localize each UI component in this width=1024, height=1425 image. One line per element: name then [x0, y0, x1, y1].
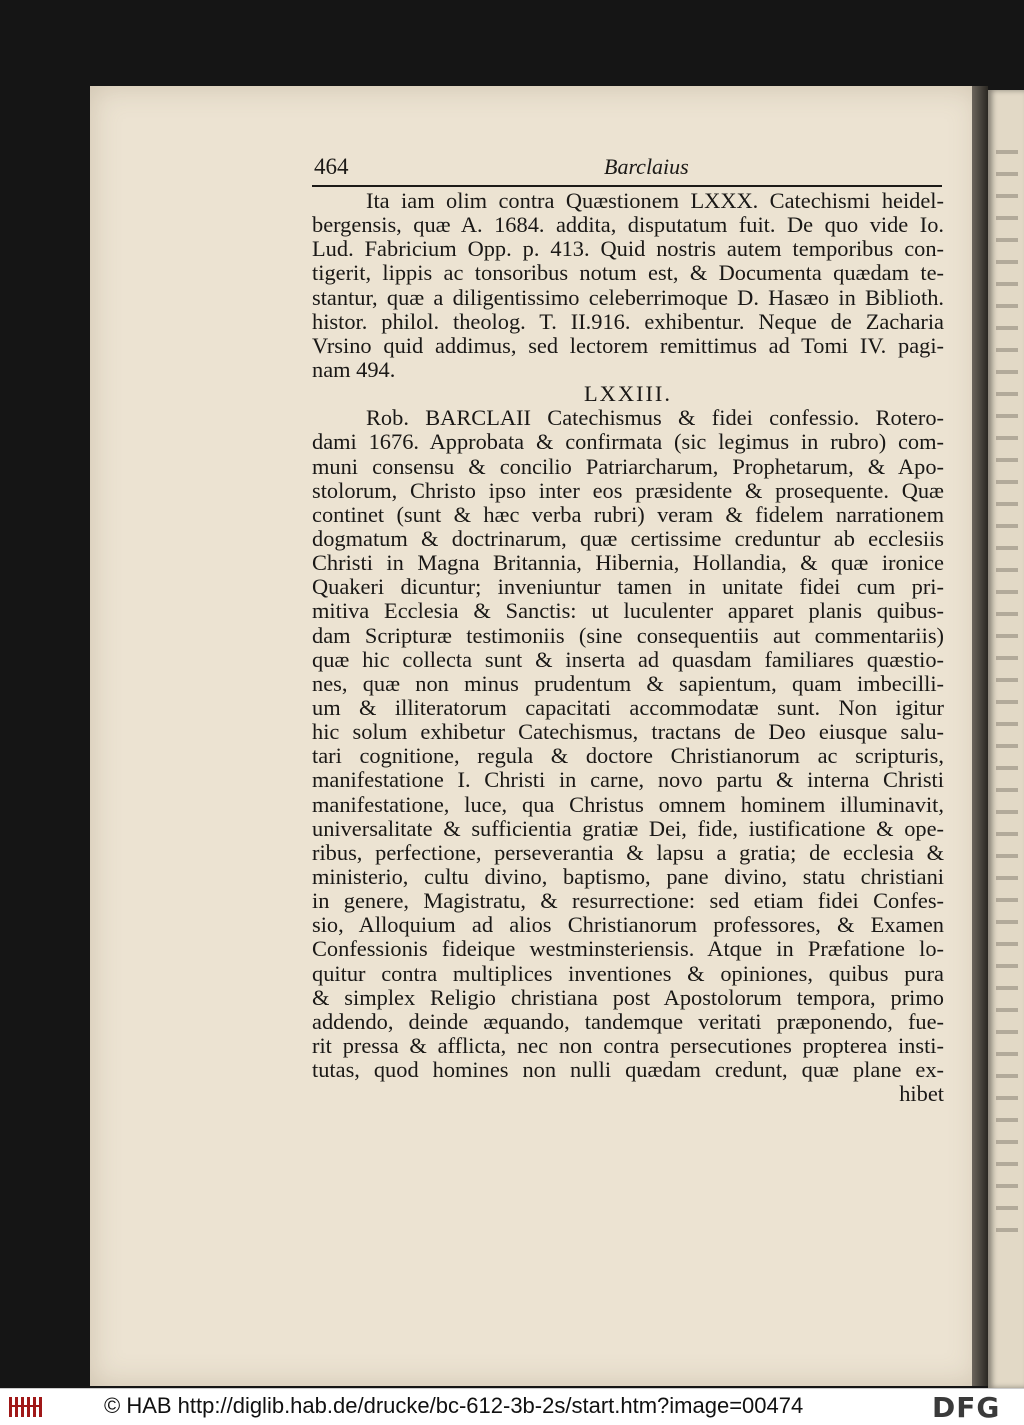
text-line: mitiva Ecclesia & Sanctis: ut luculenter apparet planis quibus-: [312, 598, 944, 624]
text-line: dogmatum & doctrinarum, quæ certissime creduntur ab ecclesiis: [312, 525, 944, 551]
text-line: manifestatione I. Christi in carne, novo partu & interna Christi: [312, 767, 944, 793]
text-line: Quakeri dicuntur; inveniuntur tamen in unitate fidei cum pri-: [312, 574, 944, 600]
text-line: manifestatione, luce, qua Christus omnem hominem illuminavit,: [312, 791, 944, 817]
dfg-logo: DFG: [932, 1391, 1001, 1424]
catchword: hibet: [899, 1081, 944, 1107]
text-line: nam 494.: [312, 356, 396, 382]
text-line: muni consensu & concilio Patriarcharum, Prophetarum, & Apo-: [312, 453, 944, 479]
text-line: hic solum exhibetur Catechismus, tractans de Deo eiusque salu-: [312, 719, 944, 745]
body-text: [312, 189, 944, 1106]
text-line: addendo, deinde æquando, tandemque veritati præponendo, fue-: [312, 1008, 944, 1034]
text-line: quæ hic collecta sunt & inserta ad quasdam familiares quæstio-: [312, 646, 944, 672]
text-line: Confessionis fideique westminsteriensis. Atque in Præfatione lo-: [312, 936, 944, 962]
text-line: um & illiteratorum capacitati accommodatæ sunt. Non igitur: [312, 694, 944, 720]
header-rule: [312, 185, 942, 187]
text-line: histor. philol. theolog. T. II.916. exhibentur. Neque de Zacharia: [312, 308, 944, 334]
adjacent-page-edge: [988, 90, 1024, 1388]
text-line: ministerio, cultu divino, baptismo, pane divino, statu christiani: [312, 863, 944, 889]
text-line: Ita iam olim contra Quæstionem LXXX. Catechismi heidel-: [366, 188, 944, 213]
text-line: tutas, quod homines non nulli quædam credunt, quæ plane ex-: [312, 1057, 944, 1083]
hab-logo-icon: [8, 1395, 48, 1419]
text-line: Rob. BARCLAII Catechismus & fidei confessio. Rotero-: [366, 405, 944, 431]
text-line: rit pressa & afflicta, nec non contra persecutiones propterea insti-: [312, 1032, 944, 1058]
text-line: Lud. Fabricium Opp. p. 413. Quid nostris autem temporibus con-: [312, 236, 944, 262]
text-line: tari cognitione, regula & doctore Christianorum ac scripturis,: [312, 743, 944, 769]
text-line: & simplex Religio christiana post Apostolorum tempora, primo: [312, 984, 944, 1010]
text-line: bergensis, quæ A. 1684. addita, disputatum fuit. De quo vide Io.: [312, 212, 944, 238]
adjacent-page-text-marks: [996, 150, 1018, 1250]
section-heading: LXXIII.: [584, 381, 672, 407]
text-line: sio, Alloquium ad alios Christianorum professores, & Examen: [312, 912, 944, 938]
text-line: quitur contra multiplices inventiones & opiniones, quibus pura: [312, 960, 944, 986]
text-line: Vrsino quid addimus, sed lectorem remittimus ad Tomi IV. pagi-: [312, 332, 944, 358]
text-line: stolorum, Christo ipso inter eos præsidente & prosequente. Quæ: [312, 477, 944, 503]
text-line: continet (sunt & hæc verba rubri) veram & fidelem narrationem: [312, 501, 944, 527]
page-gutter-shadow: [972, 86, 988, 1386]
viewer-footer: [0, 1388, 1024, 1425]
text-line: stantur, quæ a diligentissimo celeberrimoque D. Hasæo in Biblioth.: [312, 284, 944, 310]
running-title: Barclaius: [604, 154, 689, 179]
text-line: dam Scripturæ testimoniis (sine consequentiis aut commentariis): [312, 622, 944, 648]
text-line: in genere, Magistratu, & resurrectione: sed etiam fidei Confes-: [312, 888, 944, 914]
text-line: nes, quæ non minus prudentum & sapientum, quam imbecilli-: [312, 670, 944, 696]
text-line: tigerit, lippis ac tonsoribus notum est, & Documenta quædam te-: [312, 260, 944, 286]
text-line: ribus, perfectione, perseverantia & lapsu a gratia; de ecclesia &: [312, 839, 944, 865]
text-line: Christi in Magna Britannia, Hibernia, Hollandia, & quæ ironice: [312, 550, 944, 576]
text-line: universalitate & sufficientia gratiæ Dei, fide, iustificatione & ope-: [312, 815, 944, 841]
text-line: dami 1676. Approbata & confirmata (sic legimus in rubro) com-: [312, 429, 944, 455]
page-number: 464: [314, 154, 349, 179]
page-header: [314, 152, 946, 186]
copyright-link[interactable]: © HAB http://diglib.hab.de/drucke/bc-612-3b-2s/start.htm?image=00474: [104, 1393, 804, 1418]
